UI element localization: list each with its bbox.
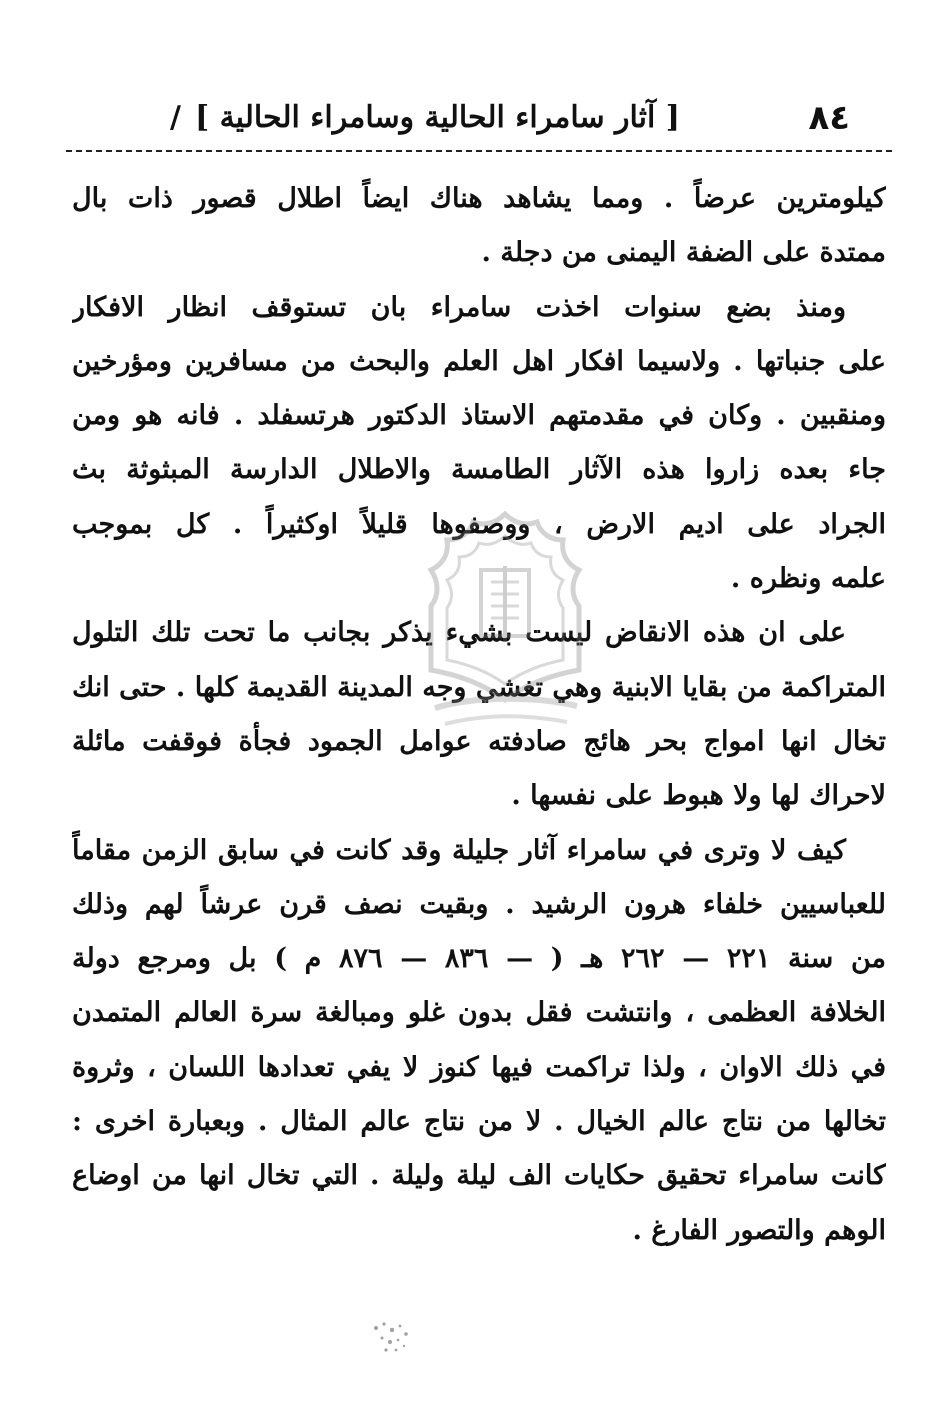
text-line: الخلافة العظمى ، وانتشت فقل بدون غلو ومبالغة سرة العالم المتمدن xyxy=(72,997,886,1029)
text-line: على ان هذه الانقاض ليست بشيء يذكر بجانب ما تحت تلك التلول xyxy=(72,617,846,649)
text-line: كانت سامراء تحقيق حكايات الف ليلة وليلة . التي تخال انها من اوضاع xyxy=(72,1160,886,1192)
text-line: من سنة ٢٢١ — ٢٦٢ هـ ( — ٨٣٦ — ٨٧٦ م ) بل ومرجع دولة xyxy=(72,943,886,975)
page-header xyxy=(60,92,890,144)
header-mark: / xyxy=(170,100,181,135)
printer-ornament-icon xyxy=(362,1318,422,1358)
text-line: تخالها من نتاج عالم الخيال . لا من نتاج عالم المثال . وبعبارة اخرى : xyxy=(72,1106,886,1138)
text-line: ممتدة على الضفة اليمنى من دجلة . xyxy=(481,237,886,269)
text-line: تخال انها امواج بحر هائج صادفته عوامل الجمود فجأة فوقفت مائلة xyxy=(72,725,886,757)
library-seal-icon xyxy=(395,500,615,740)
text-line: الوهم والتصور الفارغ . xyxy=(632,1214,886,1246)
running-title: [ آثار سامراء الحالية وسامراء الحالية ] xyxy=(194,100,680,135)
text-line: في ذلك الاوان ، ولذا تراكمت فيها كنوز لا يفي تعدادها اللسان ، وثروة xyxy=(72,1051,886,1083)
text-line: على جنباتها . ولاسيما افكار اهل العلم والبحث من مسافرين ومؤرخين xyxy=(72,345,886,377)
text-line: المتراكمة من بقايا الابنية وهي تغشي وجه المدينة القديمة كلها . حتى انك xyxy=(72,671,886,703)
text-line: للعباسيين خلفاء هرون الرشيد . وبقيت نصف قرن عرشاً لهم وذلك xyxy=(72,888,886,920)
page-number: ٨٤ xyxy=(808,98,850,138)
text-line: علمه ونظره . xyxy=(730,563,886,595)
text-line: ومنقبين . وكان في مقدمتهم الاستاذ الدكتور هرتسفلد . فانه هو ومن xyxy=(72,400,886,432)
text-line: ومنذ بضع سنوات اخذت سامراء بان تستوقف انظار الافكار xyxy=(72,291,846,323)
header-divider xyxy=(66,150,892,152)
text-line: كيلومترين عرضاً . ومما يشاهد هناك ايضاً اطلال قصور ذات بال xyxy=(72,183,886,214)
text-line: كيف لا وترى في سامراء آثار جليلة وقد كانت في سابق الزمن مقاماً xyxy=(72,834,846,866)
text-line: جاء بعده زاروا هذه الآثار الطامسة والاطلال الدارسة المبثوثة بث xyxy=(72,454,886,486)
text-line: الجراد على اديم الارض ، ووصفوها قليلاً اوكثيراً . كل بموجب xyxy=(72,508,886,540)
text-line: لاحراك لها ولا هبوط على نفسها . xyxy=(511,780,886,812)
